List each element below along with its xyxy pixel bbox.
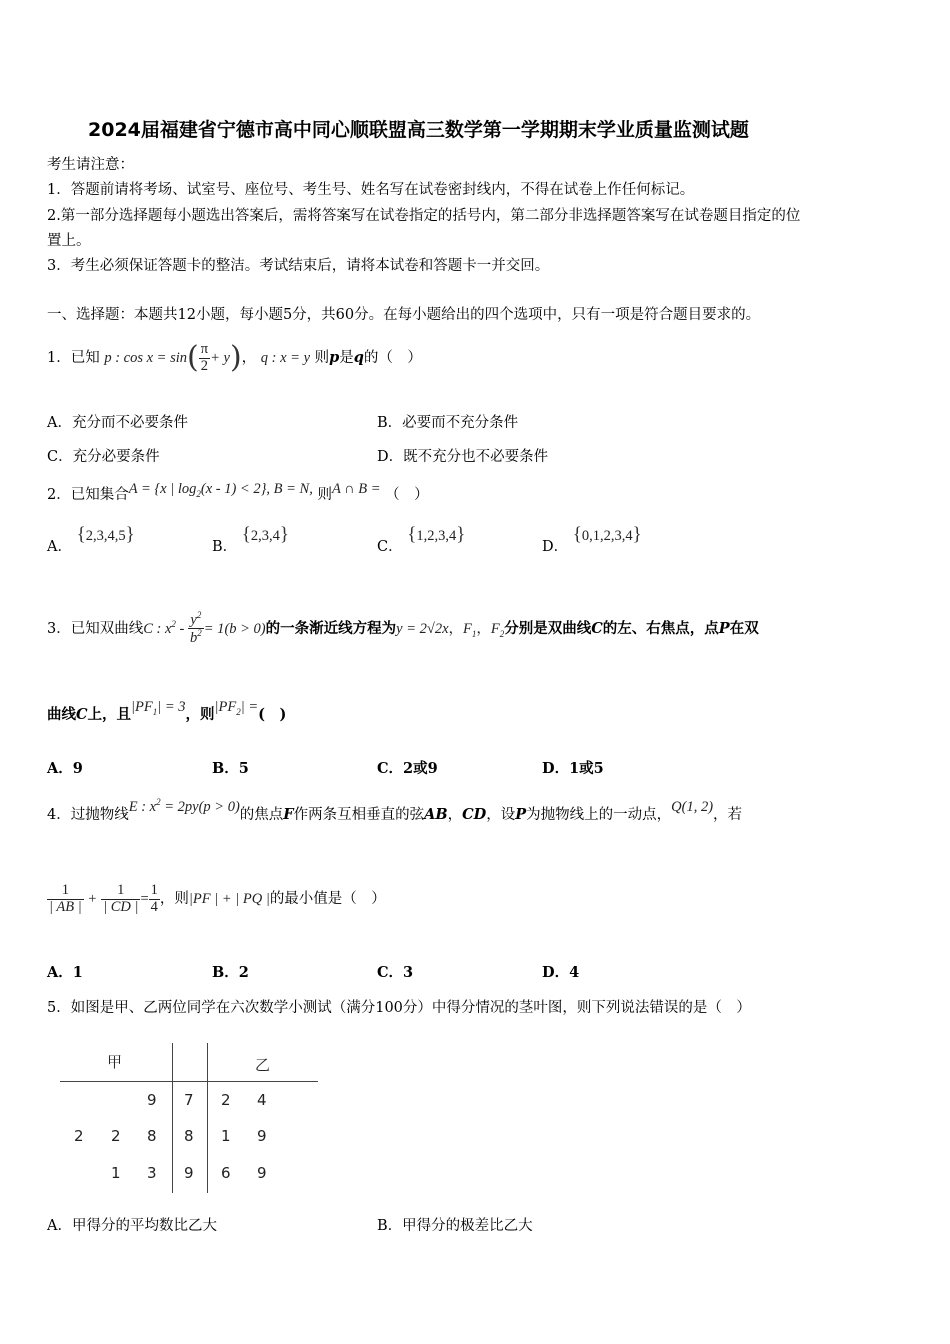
notice-item-2-cont: 置上。: [47, 233, 91, 249]
q4-option-d: D．4: [542, 964, 580, 981]
stem: 8: [184, 1127, 194, 1145]
leaf-right: 9: [257, 1127, 267, 1145]
q4-eq: =: [140, 891, 149, 907]
q1-frac-num: π: [200, 340, 209, 357]
q2-option-d: D． {0,1,2,3,4}: [542, 524, 642, 555]
q1-then: 则: [314, 350, 330, 366]
q4-mid4: 为抛物线上的一动点，: [526, 806, 672, 823]
question-3: 3．已知双曲线C : $x^2$ - $\frac{y^2}{b^2}$ = 1(b > 0)的一条渐近线方程为y = 2√2x，$F_1$，$F_2$分别是双曲线C的左、右焦点，点P在双: [47, 609, 759, 647]
q2-cap: A ∩ B =: [331, 481, 381, 497]
q4-tail: 的最小值是（ ）: [269, 891, 386, 907]
q2-option-d-value: 0,1,2,3,4: [581, 528, 633, 544]
q4-f: F: [283, 805, 294, 823]
q1-is: 是: [339, 350, 354, 366]
q3-rest3: 在双: [729, 619, 759, 637]
section-1-header: 一、选择题：本题共12小题，每小题5分，共60分。在每小题给出的四个选项中，只有一项是符合题目要求的。: [47, 307, 761, 323]
q1-fraction: [199, 342, 210, 375]
q4-point-q: Q(1, 2): [671, 798, 714, 815]
q3-pf1: $|PF_1| = 3$: [131, 699, 186, 717]
q3-pf2: $|PF_2|$ =: [214, 699, 259, 717]
notice-item-2: 2.第一部分选择题每小题选出答案后，需将答案写在试卷指定的括号内，第二部分非选择题答案写在试卷题目指定的位: [47, 208, 801, 224]
leaf-left: 9: [147, 1091, 157, 1109]
q4-cond: (p > 0): [198, 798, 240, 815]
q4-comma: ，: [447, 806, 463, 823]
q3-p: P: [718, 619, 730, 637]
q1-prefix: 1．已知: [47, 350, 100, 366]
q3-rest2: 的左、右焦点，点: [602, 619, 719, 637]
stem-leaf-header-right: 乙: [255, 1056, 271, 1074]
q5-option-b: B．甲得分的极差比乙大: [377, 1218, 533, 1234]
q3-option-d: D．1或5: [542, 760, 604, 777]
q2-log-base: 2: [196, 488, 201, 499]
q3-prefix: 3．已知双曲线: [47, 620, 144, 637]
leaf-left: 2: [74, 1127, 84, 1145]
q2-then: 则: [317, 487, 332, 503]
q1-comma: ，: [241, 350, 257, 366]
q4-mid3: ，设: [486, 806, 516, 823]
q1-p-expr: p : cos x = sin: [104, 350, 188, 366]
notice-item-3: 3．考生必须保证答题卡的整洁。考试结束后，请将本试卷和答题卡一并交回。: [47, 258, 550, 274]
q3-line2-pre: 曲线: [47, 706, 76, 723]
leaf-right: 6: [221, 1164, 231, 1182]
q4-option-c: C．3: [377, 964, 414, 981]
q1-option-c: C．充分必要条件: [47, 449, 160, 465]
leaf-left: 1: [111, 1164, 121, 1182]
question-4-line-2: [47, 873, 386, 925]
q2-set-a-rest: (x - 1) < 2}, B = N,: [200, 481, 313, 497]
q2-paren: （ ）: [385, 487, 429, 503]
q4-frac-cd: $\frac{1}{| CD |}$: [103, 881, 139, 915]
leaf-left: 8: [147, 1127, 157, 1145]
q4-prefix: 4．过抛物线: [47, 806, 129, 823]
q3-paren: ( ): [258, 706, 287, 723]
q4-option-a: A．1: [47, 964, 83, 981]
stem-leaf-left-rule: [172, 1043, 173, 1193]
q3-line2-mid: 上，且: [87, 706, 132, 723]
q3-option-a: A．9: [47, 760, 83, 777]
q4-expr: |PF | + | PQ |: [188, 891, 270, 907]
q1-q-expr: q : x = y: [260, 350, 311, 366]
q1-option-a: A．充分而不必要条件: [47, 415, 188, 431]
leaf-left: 2: [111, 1127, 121, 1145]
q4-plus: +: [88, 891, 97, 907]
q1-option-b: B．必要而不充分条件: [377, 415, 519, 431]
q3-line2-then: ，则: [185, 706, 215, 723]
q4-frac-quarter: $\frac{1}{4}$: [150, 881, 158, 915]
q3-c-expr: C : $x^2$ -: [143, 619, 189, 637]
q3-line2-c: C: [76, 706, 88, 723]
q1-of: 的（ ）: [363, 350, 422, 366]
q2-option-c: C． {1,2,3,4}: [377, 524, 466, 555]
stem: 7: [184, 1091, 194, 1109]
q1-frac-den: 2: [200, 357, 209, 374]
q3-cond: (b > 0): [224, 620, 266, 637]
q2-option-a: A． {2,3,4,5}: [47, 524, 135, 555]
page-title: 2024届福建省宁德市高中同心顺联盟高三数学第一学期期末学业质量监测试题: [88, 119, 749, 141]
stem-leaf-horizontal-rule: [60, 1081, 318, 1082]
question-2: [47, 480, 429, 515]
q1-option-d: D．既不充分也不必要条件: [377, 449, 549, 465]
q5-option-a: A．甲得分的平均数比乙大: [47, 1218, 217, 1234]
q3-rest: 分别是双曲线: [504, 619, 592, 637]
q4-ruo: ，若: [713, 806, 743, 823]
q3-asym: y = 2: [396, 620, 427, 637]
q3-option-c: C．2或9: [377, 760, 438, 777]
q3-f2: $F_2$: [490, 620, 505, 639]
question-4: [47, 792, 742, 833]
leaf-left: 3: [147, 1164, 157, 1182]
q1-q: q: [353, 349, 364, 366]
q3-option-b: B．5: [212, 760, 249, 777]
q4-then: ，则: [159, 891, 189, 907]
q2-prefix: 2．已知集合: [47, 487, 129, 503]
question-3-line-2: [47, 700, 286, 735]
question-5: 5．如图是甲、乙两位同学在六次数学小测试（满分100分）中得分情况的茎叶图，则下列说法错误的是（ ）: [47, 1000, 751, 1016]
q4-e-expr: E : $x^2 = 2py$: [128, 797, 199, 815]
leaf-right: 1: [221, 1127, 231, 1145]
leaf-right: 2: [221, 1091, 231, 1109]
q4-option-b: B．2: [212, 964, 249, 981]
q4-frac-ab: $\frac{1}{| AB |}$: [49, 881, 82, 915]
notice-header: 考生请注意：: [47, 157, 134, 173]
q3-c: C: [591, 619, 603, 637]
q3-fraction: $\frac{y^2}{b^2}$: [190, 609, 202, 647]
notice-item-1: 1．答题前请将考场、试室号、座位号、考生号、姓名写在试卷密封线内，不得在试卷上作任何标记。: [47, 182, 695, 198]
q4-mid1: 的焦点: [239, 806, 284, 823]
stem-leaf-header-left: 甲: [107, 1053, 123, 1071]
leaf-right: 9: [257, 1164, 267, 1182]
q2-set-a: A = {x | $\log_2(x - 1) < 2$}, B = N,: [128, 481, 313, 499]
question-1: 1．已知 p : cos x = sin( $\frac{\pi}{2}$ + y)， q : x = y 则p是q的（ ）: [47, 340, 422, 375]
q2-option-a-value: 2,3,4,5: [85, 528, 126, 544]
q1-p: p: [329, 349, 340, 366]
stem-leaf-plot: [55, 1040, 325, 1200]
q2-option-b: B． {2,3,4}: [212, 524, 290, 555]
leaf-right: 4: [257, 1091, 267, 1109]
q4-ab: AB: [424, 805, 448, 823]
q4-cd: CD: [462, 805, 487, 823]
q4-p: P: [515, 805, 527, 823]
q3-mid: 的一条渐近线方程为: [265, 619, 397, 637]
q3-f1: $F_1$: [463, 620, 477, 639]
stem: 9: [184, 1164, 194, 1182]
stem-leaf-right-rule: [207, 1043, 208, 1193]
q3-asym-x: 2x: [434, 620, 449, 637]
q1-plus-y: + y: [210, 350, 230, 366]
q4-mid2: 作两条互相垂直的弦: [293, 806, 425, 823]
q2-option-b-value: 2,3,4: [250, 528, 280, 544]
q3-eq1: = 1: [203, 620, 225, 637]
q2-option-c-value: 1,2,3,4: [416, 528, 457, 544]
